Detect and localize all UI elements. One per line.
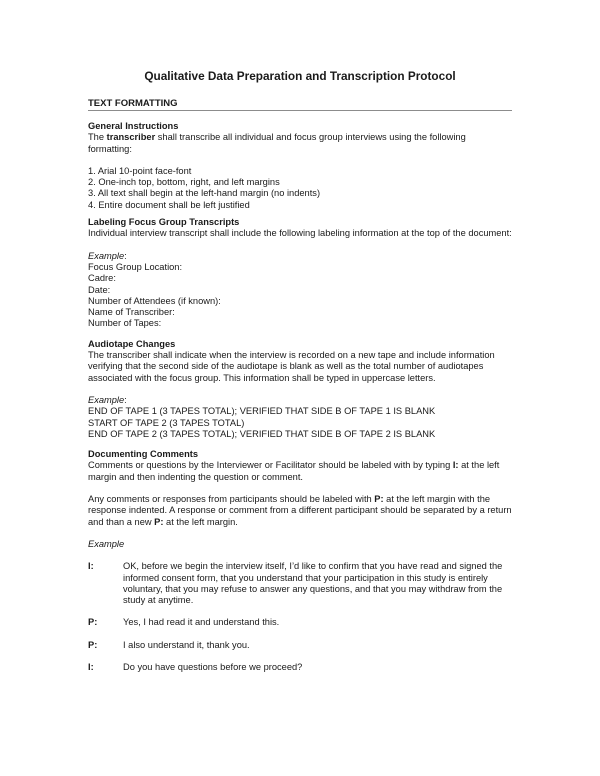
p2-b: P: bbox=[374, 494, 384, 505]
dialogue-text: OK, before we begin the interview itself, I’d like to confirm that you have read and signed the informed consent form, that you understand that your participation in this study is entirely voluntary, that you may refuse to answer any questions, and that you may withdraw from the study at anytime. bbox=[123, 561, 503, 606]
comments-heading: Documenting Comments bbox=[88, 449, 199, 460]
general-intro-bold: transcriber bbox=[106, 132, 156, 143]
speaker-label: P: bbox=[88, 617, 98, 628]
section-heading: TEXT FORMATTING bbox=[88, 98, 512, 111]
speaker-label: P: bbox=[88, 639, 98, 650]
label-field: Name of Transcriber: bbox=[88, 307, 175, 318]
p2-c: at the left margin with the response indented. A response or comment from a different participant should be separated by a return and than a new bbox=[88, 494, 512, 527]
general-intro-pre: The bbox=[88, 132, 107, 143]
example-word: Example bbox=[88, 538, 125, 549]
document-body bbox=[88, 121, 512, 673]
example-word: Example bbox=[88, 250, 125, 261]
speaker-label: I: bbox=[88, 561, 94, 572]
p2-d: P: bbox=[154, 516, 164, 527]
comments-paragraph-1 bbox=[88, 460, 512, 483]
dialogue-entry bbox=[88, 617, 512, 628]
p1-post: at the left margin and then indenting the question or comment. bbox=[88, 460, 500, 482]
labeling-heading: Labeling Focus Group Transcripts bbox=[88, 217, 240, 228]
dialogue-entry bbox=[88, 640, 512, 651]
audiotape-heading: Audiotape Changes bbox=[88, 338, 176, 349]
labeling-example-label bbox=[88, 251, 512, 262]
label-field: Date: bbox=[88, 284, 111, 295]
list-item: 2. One-inch top, bottom, right, and left margins bbox=[88, 177, 280, 188]
formatting-list bbox=[88, 166, 512, 211]
dialogue-entry bbox=[88, 561, 512, 606]
labeling-intro: Individual interview transcript shall include the following labeling information at the top of the document: bbox=[88, 228, 512, 239]
p1-pre: Comments or questions by the Interviewer or Facilitator should be labeled with by typing bbox=[88, 460, 453, 471]
audiotape-example-label bbox=[88, 395, 512, 406]
dialogue-text: Do you have questions before we proceed? bbox=[123, 661, 303, 672]
example-word: Example bbox=[88, 394, 125, 405]
dialogue-text: I also understand it, thank you. bbox=[123, 639, 250, 650]
list-item: 4. Entire document shall be left justified bbox=[88, 199, 250, 210]
list-item: 3. All text shall begin at the left-hand margin (no indents) bbox=[88, 188, 321, 199]
tape-line: END OF TAPE 2 (3 TAPES TOTAL); VERIFIED THAT SIDE B OF TAPE 2 IS BLANK bbox=[88, 428, 436, 439]
dialogue-text: Yes, I had read it and understand this. bbox=[123, 617, 280, 628]
audiotape-intro: The transcriber shall indicate when the interview is recorded on a new tape and include information verifying that the second side of the audiotape is blank as well as the total number of audiotapes associated with the focus group. This information shall be typed in uppercase letters. bbox=[88, 350, 495, 383]
p2-a: Any comments or responses from participants should be labeled with bbox=[88, 494, 375, 505]
label-field: Number of Attendees (if known): bbox=[88, 295, 221, 306]
label-field: Cadre: bbox=[88, 273, 116, 284]
dialogue-entry bbox=[88, 662, 512, 673]
comments-example-label bbox=[88, 539, 512, 550]
list-item: 1. Arial 10-point face-font bbox=[88, 165, 192, 176]
general-heading: General Instructions bbox=[88, 121, 179, 131]
general-intro-post: shall transcribe all individual and focus group interviews using the following formatting: bbox=[88, 132, 466, 154]
label-field: Focus Group Location: bbox=[88, 261, 183, 272]
label-field: Number of Tapes: bbox=[88, 318, 162, 329]
tape-line: END OF TAPE 1 (3 TAPES TOTAL); VERIFIED THAT SIDE B OF TAPE 1 IS BLANK bbox=[88, 406, 436, 417]
example-colon: : bbox=[124, 394, 127, 405]
speaker-label: I: bbox=[88, 661, 94, 672]
general-intro bbox=[88, 132, 512, 155]
comments-paragraph-2 bbox=[88, 494, 512, 528]
p2-e: at the left margin. bbox=[163, 516, 238, 527]
example-colon: : bbox=[124, 250, 127, 261]
p1-bold: I: bbox=[452, 460, 459, 471]
page-title: Qualitative Data Preparation and Transcription Protocol bbox=[144, 69, 456, 83]
tape-line: START OF TAPE 2 (3 TAPES TOTAL) bbox=[88, 417, 245, 428]
label-fields bbox=[88, 262, 512, 330]
